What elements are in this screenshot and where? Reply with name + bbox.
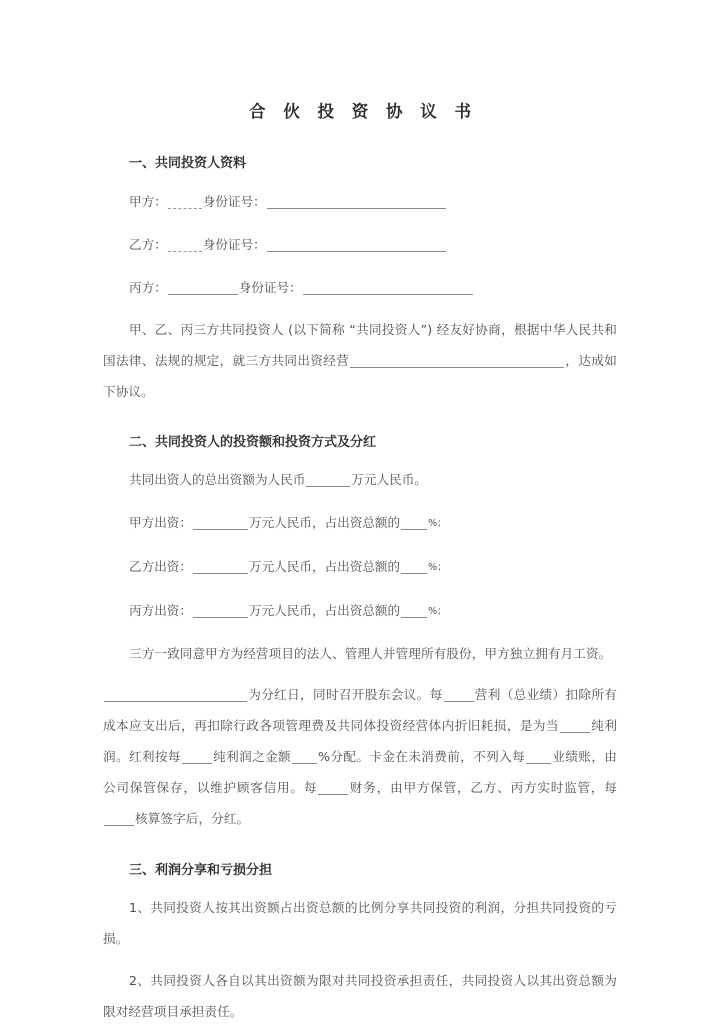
party-row-a (103, 174, 617, 217)
dividend-period-blank-6[interactable] (104, 812, 134, 826)
contribution-a-amount-blank[interactable] (193, 516, 248, 530)
preamble-paragraph (103, 303, 617, 407)
document-title: 合 伙 投 资 协 议 书 (249, 102, 477, 121)
contribution-row-c (103, 583, 617, 627)
dividend-period-blank-3[interactable] (182, 750, 212, 764)
contribution-row-b (103, 539, 617, 583)
dividend-period-blank-1[interactable] (444, 688, 474, 702)
party-c-label: 丙方： (129, 279, 167, 295)
contribution-b-percent-blank[interactable] (401, 560, 427, 574)
total-capital-row (103, 452, 617, 495)
contribution-b-amount-blank[interactable] (193, 560, 248, 574)
party-b-id-label: 身份证号： (202, 236, 266, 252)
party-c-id-blank[interactable] (303, 281, 473, 295)
contribution-c-amount-blank[interactable] (193, 604, 248, 618)
party-a-id-blank[interactable] (267, 195, 446, 209)
contribution-a-middle: 万元人民币，占出资总额的 (248, 515, 401, 531)
contribution-c-label: 丙方出资： (129, 603, 192, 619)
dividend-text-5: %分配。卡金在未消费前，不列入每 (318, 749, 526, 765)
business-scope-blank[interactable] (350, 354, 564, 368)
party-row-b (103, 217, 617, 260)
contribution-a-suffix: %； (428, 518, 447, 530)
dividend-period-blank-2[interactable] (560, 719, 590, 733)
dividend-text-7: 财务，由甲方保管，乙方、丙方实时监管，每 (349, 780, 617, 796)
preamble-text-before: 甲、乙、丙三方共同投资人 (以下简称 “共同投资人”) 经友好协商，根据中华人民共和国法律、法规的规定，就三方共同出资经营 (103, 321, 617, 368)
contribution-b-label: 乙方出资： (129, 559, 192, 575)
section-heading-2: 二、共同投资人的投资额和投资方式及分红 (129, 434, 377, 450)
party-row-c (103, 260, 617, 303)
total-capital-label: 共同出资人的总出资额为人民币 (129, 472, 306, 488)
contribution-b-suffix: %； (428, 562, 447, 574)
dividend-text-4: 纯利润之金额 (212, 749, 292, 765)
contribution-c-suffix: %； (428, 606, 447, 618)
party-c-name-blank[interactable] (168, 281, 238, 295)
party-b-name-blank[interactable] (168, 238, 202, 252)
contribution-a-label: 甲方出资： (129, 515, 192, 531)
dividend-clause-paragraph (103, 669, 617, 834)
dividend-text-8: 核算签字后，分红。 (135, 811, 250, 827)
party-c-id-label: 身份证号： (238, 279, 302, 295)
contribution-c-percent-blank[interactable] (401, 604, 427, 618)
contribution-a-percent-blank[interactable] (401, 516, 427, 530)
party-a-label: 甲方： (129, 193, 167, 209)
total-capital-blank[interactable] (306, 473, 350, 487)
dividend-date-blank[interactable] (104, 688, 247, 702)
dividend-period-blank-4[interactable] (526, 750, 551, 764)
dividend-text-1: 为分红日，同时召开股东会议。每 (248, 687, 443, 703)
party-b-label: 乙方： (129, 236, 167, 252)
dividend-text-6: 业绩账，由公司保管保存，以维护顾客信用。每 (103, 749, 617, 796)
party-a-name-blank[interactable] (168, 195, 202, 209)
profit-item-2: 2、共同投资人各自以其出资额为限对共同投资承担责任，共同投资人以其出资总额为限对经营项目承担责任。 (103, 972, 617, 1019)
dividend-text-3: 纯利润。红利按每 (103, 718, 618, 765)
preamble-text-after: ，达成如下协议。 (103, 352, 617, 399)
total-capital-unit: 万元人民币。 (351, 472, 427, 488)
contribution-c-middle: 万元人民币，占出资总额的 (248, 603, 401, 619)
party-b-id-blank[interactable] (267, 238, 446, 252)
dividend-text-2: 营利（总业绩）扣除所有成本应支出后，再扣除行政各项管理费及共同体投资经营体内折旧耗损，是为当 (103, 687, 617, 734)
dividend-period-blank-5[interactable] (318, 781, 348, 795)
section-heading-3: 三、利润分享和亏损分担 (129, 863, 273, 879)
contribution-b-middle: 万元人民币，占出资总额的 (248, 559, 401, 575)
dividend-percent-blank[interactable] (292, 750, 317, 764)
section-heading-1: 一、共同投资人资料 (129, 156, 247, 172)
manager-clause-paragraph: 三方一致同意甲方为经营项目的法人、管理人并管理所有股份，甲方独立拥有月工资。 (129, 646, 612, 662)
contribution-row-a (103, 495, 617, 539)
profit-item-1: 1、共同投资人按其出资额占出资总额的比例分享共同投资的利润，分担共同投资的亏损。 (103, 899, 617, 946)
party-a-id-label: 身份证号： (202, 193, 266, 209)
